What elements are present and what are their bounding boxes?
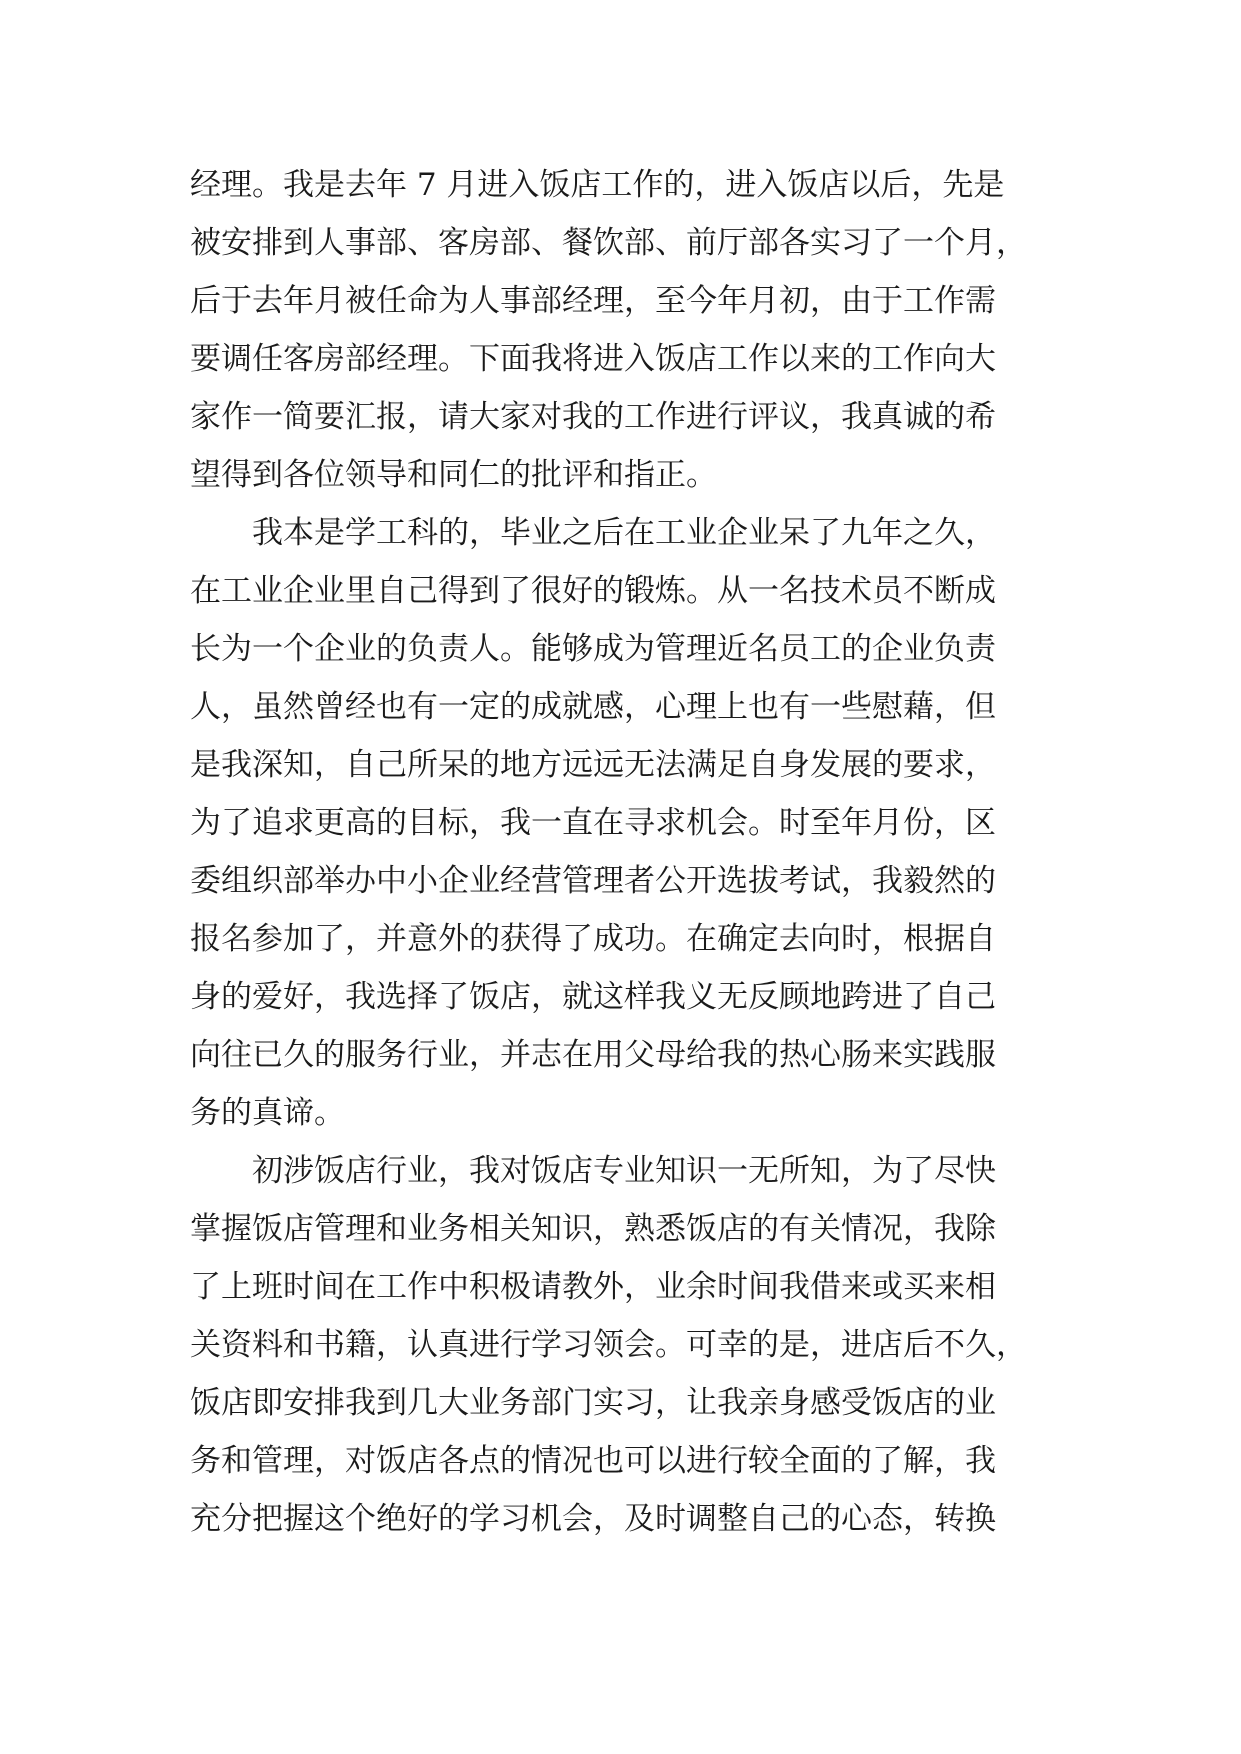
text-line: 务的真谛。: [190, 1095, 345, 1131]
text-line: 望得到各位领导和同仁的批评和指正。: [190, 457, 717, 493]
text-line: 掌握饭店管理和业务相关知识，熟悉饭店的有关情况，我除: [190, 1211, 996, 1247]
text-line: 经理。我是去年 7 月进入饭店工作的，进入饭店以后，先是: [190, 167, 1005, 203]
text-line: 为了追求更高的目标，我一直在寻求机会。时至年月份，区: [190, 805, 996, 841]
text-line: 初涉饭店行业，我对饭店专业知识一无所知，为了尽快: [190, 1153, 996, 1189]
text-line: 报名参加了，并意外的获得了成功。在确定去向时，根据自: [190, 921, 996, 957]
paragraph-2: [190, 504, 1050, 1142]
text-line: 长为一个企业的负责人。能够成为管理近名员工的企业负责: [190, 631, 996, 667]
paragraph-1: [190, 156, 1050, 504]
text-line: 家作一简要汇报，请大家对我的工作进行评议，我真诚的希: [190, 399, 996, 435]
text-line: 后于去年月被任命为人事部经理，至今年月初，由于工作需: [190, 283, 996, 319]
text-line: 向往已久的服务行业，并志在用父母给我的热心肠来实践服: [190, 1037, 996, 1073]
text-line: 身的爱好，我选择了饭店，就这样我义无反顾地跨进了自己: [190, 979, 996, 1015]
body-text: [190, 156, 1050, 1548]
text-line: 要调任客房部经理。下面我将进入饭店工作以来的工作向大: [190, 341, 996, 377]
text-line: 在工业企业里自己得到了很好的锻炼。从一名技术员不断成: [190, 573, 996, 609]
text-line: 关资料和书籍，认真进行学习领会。可幸的是，进店后不久，: [190, 1327, 1027, 1363]
text-line: 人，虽然曾经也有一定的成就感，心理上也有一些慰藉，但: [190, 689, 996, 725]
text-line: 务和管理，对饭店各点的情况也可以进行较全面的了解，我: [190, 1443, 996, 1479]
text-line: 充分把握这个绝好的学习机会，及时调整自己的心态，转换: [190, 1501, 996, 1537]
text-line: 饭店即安排我到几大业务部门实习，让我亲身感受饭店的业: [190, 1385, 996, 1421]
text-line: 了上班时间在工作中积极请教外，业余时间我借来或买来相: [190, 1269, 996, 1305]
text-line: 我本是学工科的，毕业之后在工业企业呆了九年之久，: [190, 515, 996, 551]
text-line: 被安排到人事部、客房部、餐饮部、前厅部各实习了一个月，: [190, 225, 1027, 261]
paragraph-3: [190, 1142, 1050, 1548]
text-line: 委组织部举办中小企业经营管理者公开选拔考试，我毅然的: [190, 863, 996, 899]
text-line: 是我深知，自己所呆的地方远远无法满足自身发展的要求，: [190, 747, 996, 783]
